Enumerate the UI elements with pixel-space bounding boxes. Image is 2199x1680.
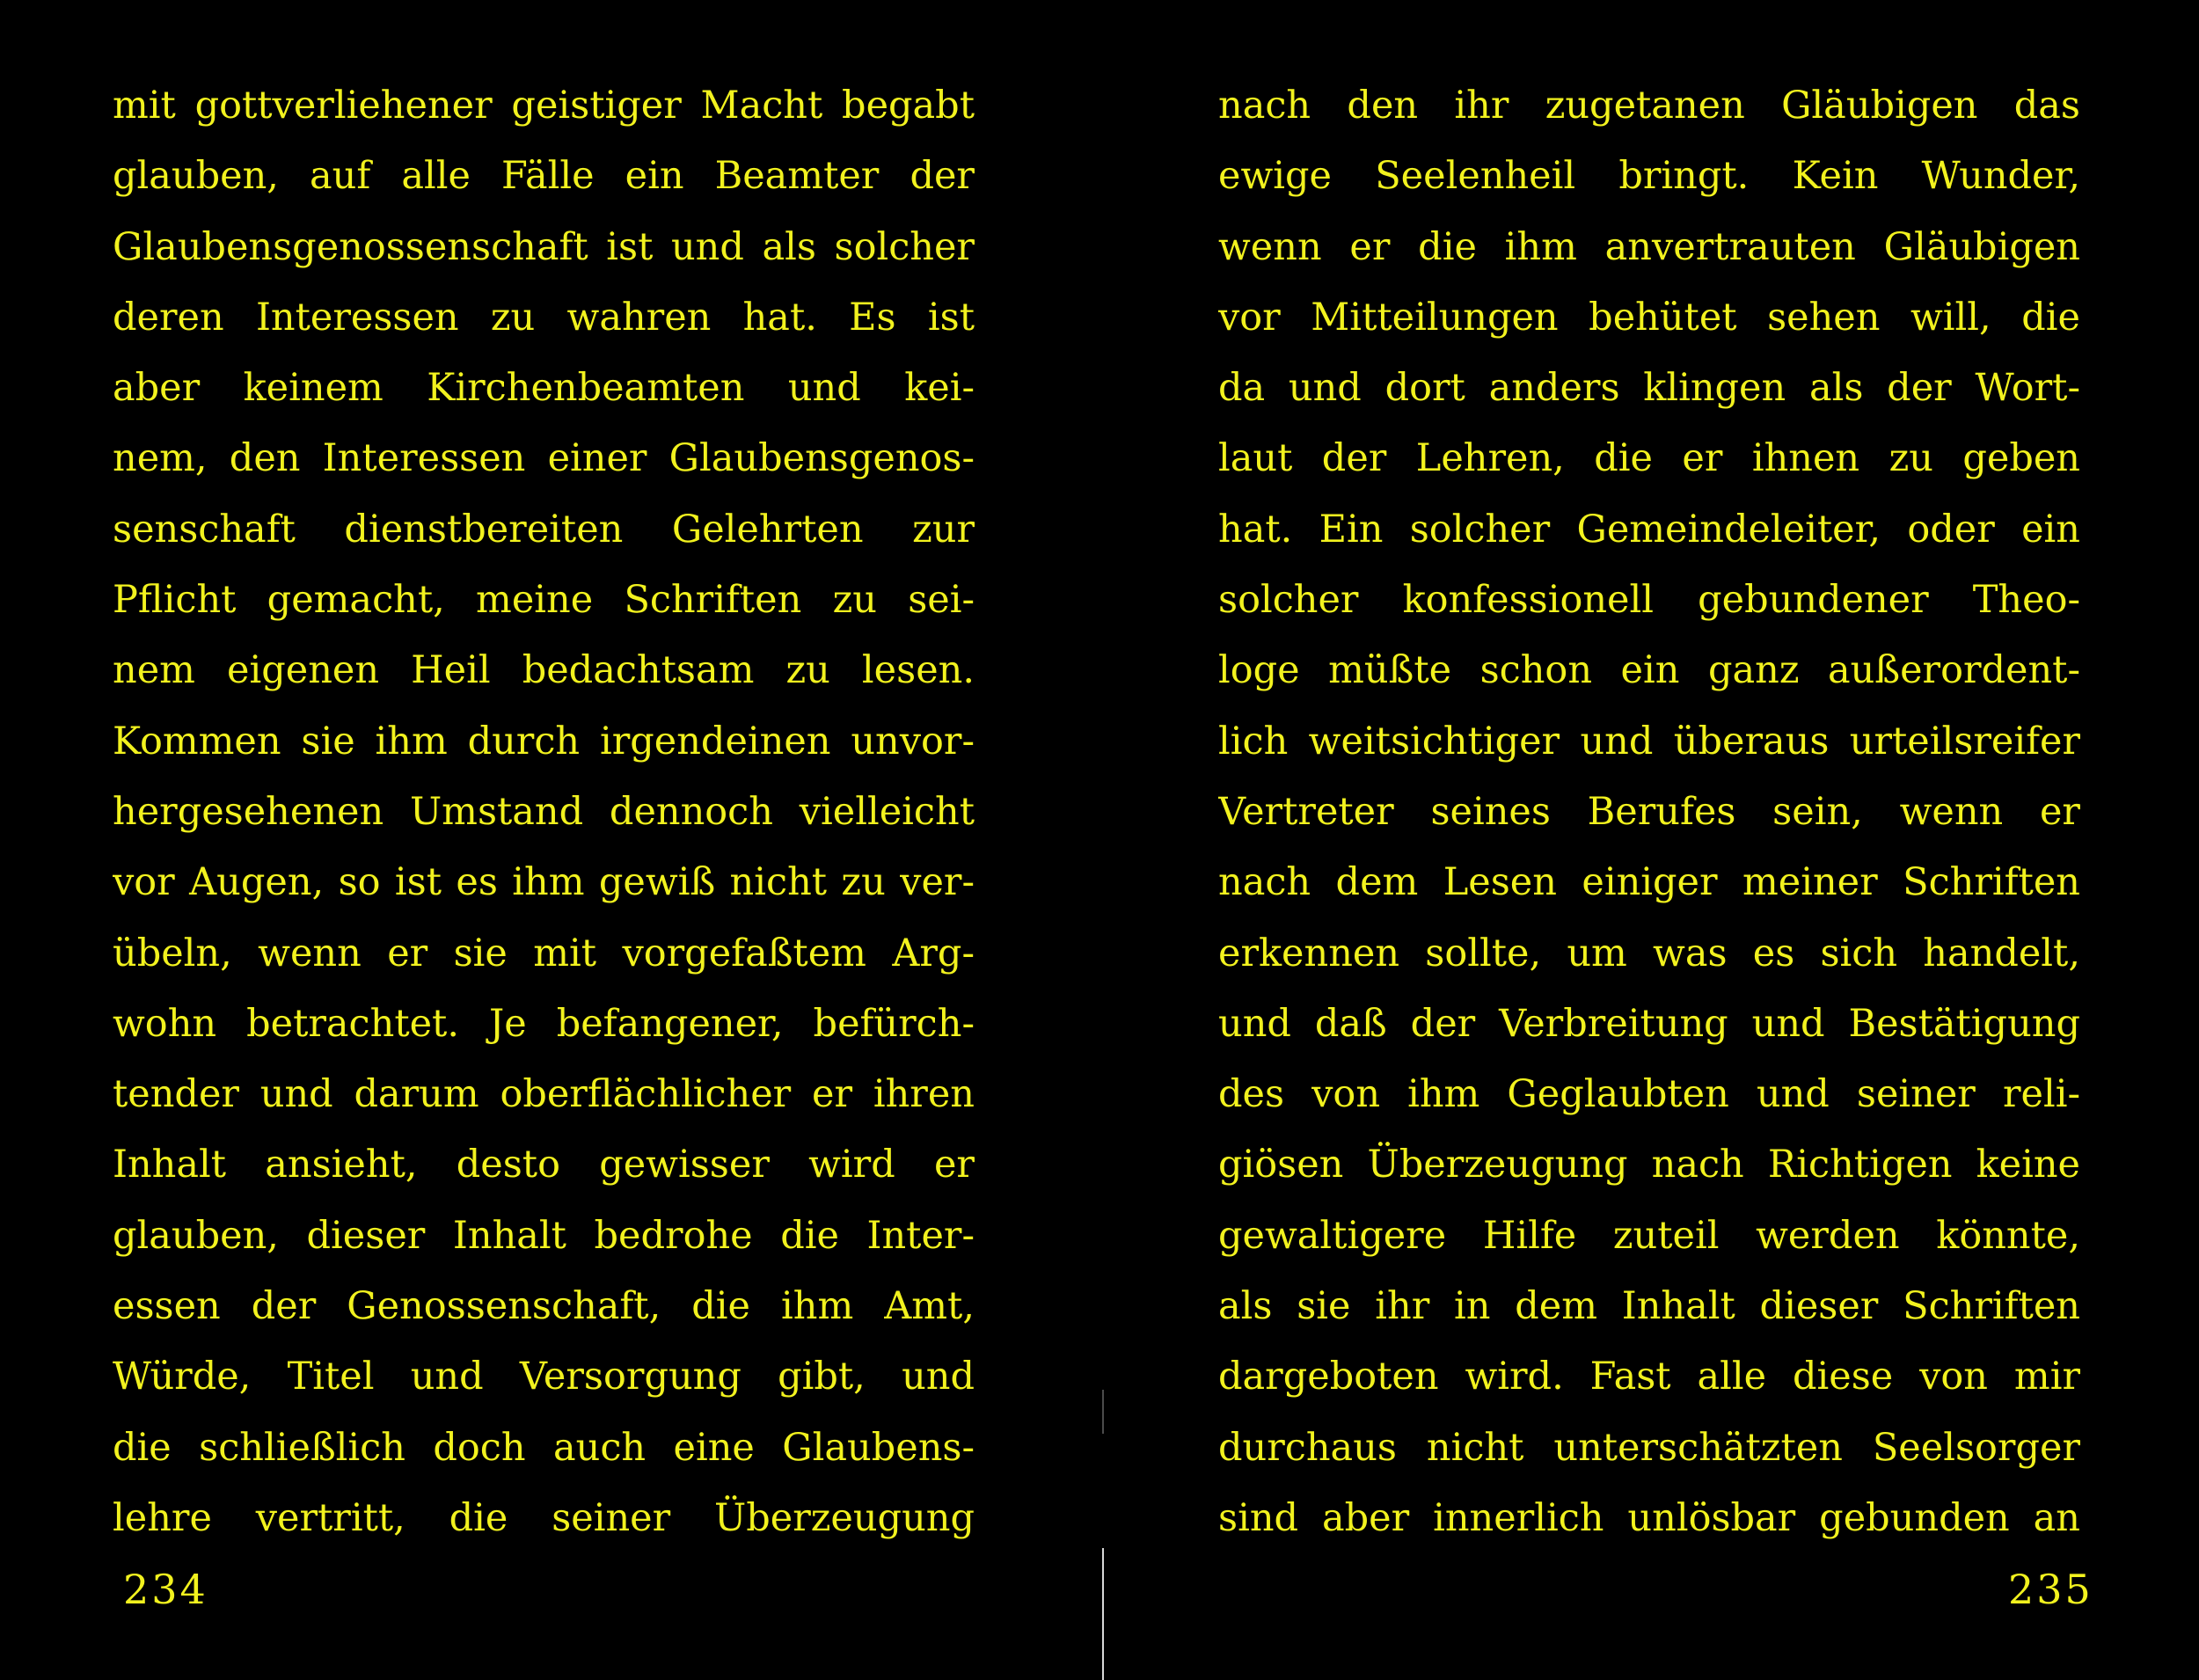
left-line-12: vor Augen, so ist es ihm gewiß nicht zu ver- [113, 860, 975, 905]
right-line-18: als sie ihr in dem Inhalt dieser Schriften [1218, 1284, 2080, 1329]
right-line-2: ewige Seelenheil bringt. Kein Wunder, [1218, 154, 2080, 199]
left-line-19: Würde, Titel und Versorgung gibt, und [113, 1355, 975, 1399]
right-line-16: giösen Überzeugung nach Richtigen keine [1218, 1143, 2080, 1187]
gutter-line [1102, 1548, 1104, 1680]
right-line-17: gewaltigere Hilfe zuteil werden könnte, [1218, 1213, 2080, 1258]
right-line-3: wenn er die ihm anvertrauten Gläubigen [1218, 224, 2080, 269]
left-line-6: nem, den Interessen einer Glaubensgenos- [113, 436, 975, 481]
right-page-number: 235 [2008, 1566, 2093, 1613]
right-line-14: und daß der Verbreitung und Bestätigung [1218, 1001, 2080, 1046]
right-line-4: vor Mitteilungen behütet sehen will, die [1218, 295, 2080, 340]
left-page-number: 234 [123, 1566, 208, 1613]
left-line-17: glauben, dieser Inhalt bedrohe die Inter- [113, 1213, 975, 1258]
right-line-21: sind aber innerlich unlösbar gebunden an [1218, 1495, 2080, 1540]
right-line-10: lich weitsichtiger und überaus urteilsreifer [1218, 719, 2080, 763]
left-line-15: tender und darum oberflächlicher er ihren [113, 1072, 975, 1117]
right-line-15: des von ihm Geglaubten und seiner reli- [1218, 1072, 2080, 1117]
left-line-21: lehre vertritt, die seiner Überzeugung [113, 1495, 975, 1540]
right-line-13: erkennen sollte, um was es sich handelt, [1218, 931, 2080, 975]
left-line-4: deren Interessen zu wahren hat. Es ist [113, 295, 975, 340]
right-line-8: solcher konfessionell gebundener Theo- [1218, 578, 2080, 623]
left-line-14: wohn betrachtet. Je befangener, befürch- [113, 1001, 975, 1046]
right-line-20: durchaus nicht unterschätzten Seelsorger [1218, 1425, 2080, 1470]
left-line-8: Pflicht gemacht, meine Schriften zu sei- [113, 578, 975, 623]
right-line-9: loge müßte schon ein ganz außerordent- [1218, 648, 2080, 693]
left-line-16: Inhalt ansieht, desto gewisser wird er [113, 1143, 975, 1187]
gutter-mark [1102, 1390, 1104, 1434]
left-line-3: Glaubensgenossenschaft ist und als solcher [113, 224, 975, 269]
left-line-13: übeln, wenn er sie mit vorgefaßtem Arg- [113, 931, 975, 975]
left-line-2: glauben, auf alle Fälle ein Beamter der [113, 154, 975, 199]
right-line-12: nach dem Lesen einiger meiner Schriften [1218, 860, 2080, 905]
right-line-19: dargeboten wird. Fast alle diese von mir [1218, 1355, 2080, 1399]
right-line-5: da und dort anders klingen als der Wort- [1218, 366, 2080, 411]
right-line-1: nach den ihr zugetanen Gläubigen das [1218, 84, 2080, 128]
left-line-5: aber keinem Kirchenbeamten und kei- [113, 366, 975, 411]
left-line-7: senschaft dienstbereiten Gelehrten zur [113, 507, 975, 551]
right-line-7: hat. Ein solcher Gemeindeleiter, oder ein [1218, 507, 2080, 551]
left-line-10: Kommen sie ihm durch irgendeinen unvor- [113, 719, 975, 763]
left-line-20: die schließlich doch auch eine Glaubens- [113, 1425, 975, 1470]
right-line-6: laut der Lehren, die er ihnen zu geben [1218, 436, 2080, 481]
left-line-1: mit gottverliehener geistiger Macht begabt [113, 84, 975, 128]
left-line-18: essen der Genossenschaft, die ihm Amt, [113, 1284, 975, 1329]
right-line-11: Vertreter seines Berufes sein, wenn er [1218, 789, 2080, 834]
left-page-text [113, 70, 975, 1553]
left-line-11: hergesehenen Umstand dennoch vielleicht [113, 789, 975, 834]
right-page-text [1218, 70, 2080, 1553]
left-line-9: nem eigenen Heil bedachtsam zu lesen. [113, 648, 975, 693]
